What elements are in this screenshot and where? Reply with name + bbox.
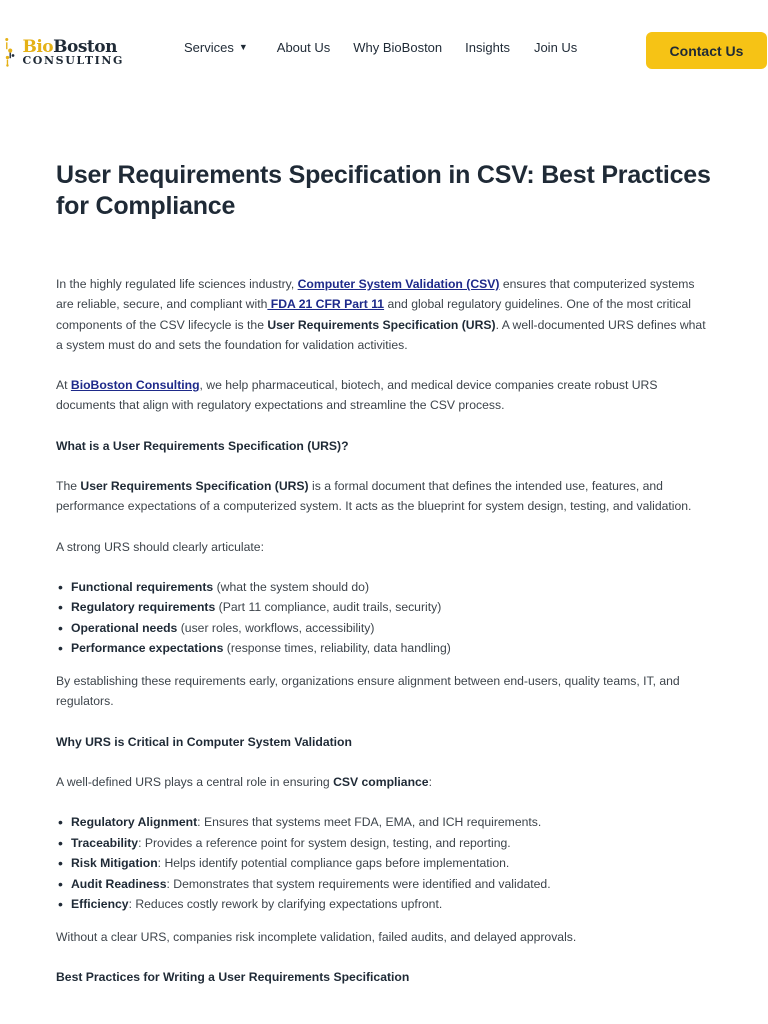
nav-services[interactable] — [184, 40, 248, 55]
list-item-bold: Performance expectations — [71, 641, 224, 656]
list-item-text: : Reduces costly rework by clarifying expectations upfront. — [128, 897, 443, 912]
well-defined-paragraph — [56, 772, 714, 792]
urs-benefits-list — [56, 812, 714, 915]
what-paragraph — [56, 476, 714, 517]
well-defined-text-1: A well-defined URS plays a central role in ensuring — [56, 774, 334, 789]
nav-join-label: Join Us — [533, 40, 578, 55]
contact-us-button[interactable]: Contact Us — [646, 32, 767, 69]
logo-text — [22, 36, 124, 67]
list-item — [56, 638, 714, 659]
intro-paragraph — [56, 274, 714, 355]
fda-part11-link[interactable]: FDA 21 CFR Part 11 — [267, 297, 385, 312]
list-item-bold: Operational needs — [71, 620, 178, 635]
list-item-bold: Functional requirements — [71, 579, 214, 594]
bioboston-logo[interactable] — [4, 30, 124, 74]
intro-bold-urs: User Requirements Specification (URS) — [267, 317, 496, 332]
heading-why-urs-critical: Why URS is Critical in Computer System Validation — [56, 734, 352, 749]
strong-urs-paragraph: A strong URS should clearly articulate: — [56, 539, 264, 554]
list-item-bold: Regulatory Alignment — [71, 815, 198, 830]
list-item — [56, 894, 714, 915]
list-item-bold: Regulatory requirements — [71, 600, 216, 615]
logo-mark-icon — [4, 30, 16, 74]
heading-best-practices: Best Practices for Writing a User Requirements Specification — [56, 969, 410, 984]
list-item-text: (Part 11 compliance, audit trails, security) — [215, 600, 442, 615]
list-item-text: : Provides a reference point for system design, testing, and reporting. — [138, 835, 511, 850]
logo-boston-text: Boston — [53, 36, 117, 57]
list-item — [56, 874, 714, 895]
site-header — [0, 0, 768, 100]
list-item-text: (user roles, workflows, accessibility) — [177, 620, 375, 635]
well-defined-text-2: : — [428, 774, 432, 789]
article — [56, 160, 714, 1007]
list-item — [56, 853, 714, 874]
list-item-text: : Ensures that systems meet FDA, EMA, and ICH requirements. — [197, 815, 542, 830]
nav-about-us[interactable] — [277, 40, 330, 55]
logo-bio-text: Bio — [22, 36, 54, 57]
caret-down-icon: ▼ — [238, 42, 248, 52]
nav-insights-label: Insights — [465, 40, 510, 55]
list-item-bold: Efficiency — [71, 897, 129, 912]
list-item-text: (response times, reliability, data handling) — [223, 641, 451, 656]
without-urs-paragraph: Without a clear URS, companies risk incomplete validation, failed audits, and delayed approvals. — [56, 929, 577, 944]
what-text-2: is a formal document that defines the intended use, features, and performance expectations of a computerized system. It acts as the blueprint for system design, testing, and validation. — [56, 479, 692, 514]
nav-insights[interactable] — [465, 40, 510, 55]
nav-why-bioboston[interactable] — [353, 40, 442, 55]
nav-why-label: Why BioBoston — [353, 40, 443, 55]
page-title: User Requirements Specification in CSV: Best Practices for Compliance — [56, 161, 711, 220]
list-item — [56, 812, 714, 833]
main-nav — [184, 40, 577, 55]
list-item-text: : Helps identify potential compliance gaps before implementation. — [157, 856, 510, 871]
list-item — [56, 597, 714, 618]
list-item-text: : Demonstrates that system requirements were identified and validated. — [166, 876, 551, 891]
logo-consulting-text: CONSULTING — [22, 53, 124, 67]
at-text-2: , we help pharmaceutical, biotech, and medical device companies create robust URS documents that align with regulatory expectations and streamline the CSV process. — [56, 378, 658, 413]
list-item — [56, 618, 714, 639]
what-text-1: The — [56, 479, 81, 494]
establishing-paragraph: By establishing these requirements early, organizations ensure alignment between end-users, quality teams, IT, and regulators. — [56, 673, 680, 709]
bioboston-consulting-link[interactable]: BioBoston Consulting — [70, 378, 200, 393]
at-bioboston-paragraph — [56, 375, 714, 416]
logo-wordmark — [22, 36, 124, 57]
intro-text-3: and global regulatory guidelines. One of the most critical components of the CSV lifecycle is the — [56, 297, 691, 332]
nav-services-label: Services — [184, 40, 234, 55]
well-defined-bold: CSV compliance — [333, 774, 429, 789]
list-item-bold: Audit Readiness — [71, 876, 167, 891]
nav-about-label: About Us — [276, 40, 331, 55]
at-text-1: At — [56, 378, 71, 393]
list-item — [56, 577, 714, 598]
heading-what-is-urs: What is a User Requirements Specification (URS)? — [56, 438, 349, 453]
nav-join-us[interactable] — [534, 40, 577, 55]
list-item-text: (what the system should do) — [213, 579, 370, 594]
intro-text-4: . A well-documented URS defines what a system must do and sets the foundation for validation activities. — [56, 317, 706, 352]
list-item-bold: Traceability — [71, 835, 139, 850]
list-item — [56, 833, 714, 854]
intro-text-2: ensures that computerized systems are reliable, secure, and compliant with — [56, 277, 695, 312]
intro-text-1: In the highly regulated life sciences industry, — [56, 277, 298, 291]
list-item-bold: Risk Mitigation — [71, 856, 158, 871]
csv-link[interactable]: Computer System Validation (CSV) — [297, 277, 500, 291]
what-bold-urs: User Requirements Specification (URS) — [80, 479, 309, 494]
urs-requirements-list — [56, 577, 714, 659]
